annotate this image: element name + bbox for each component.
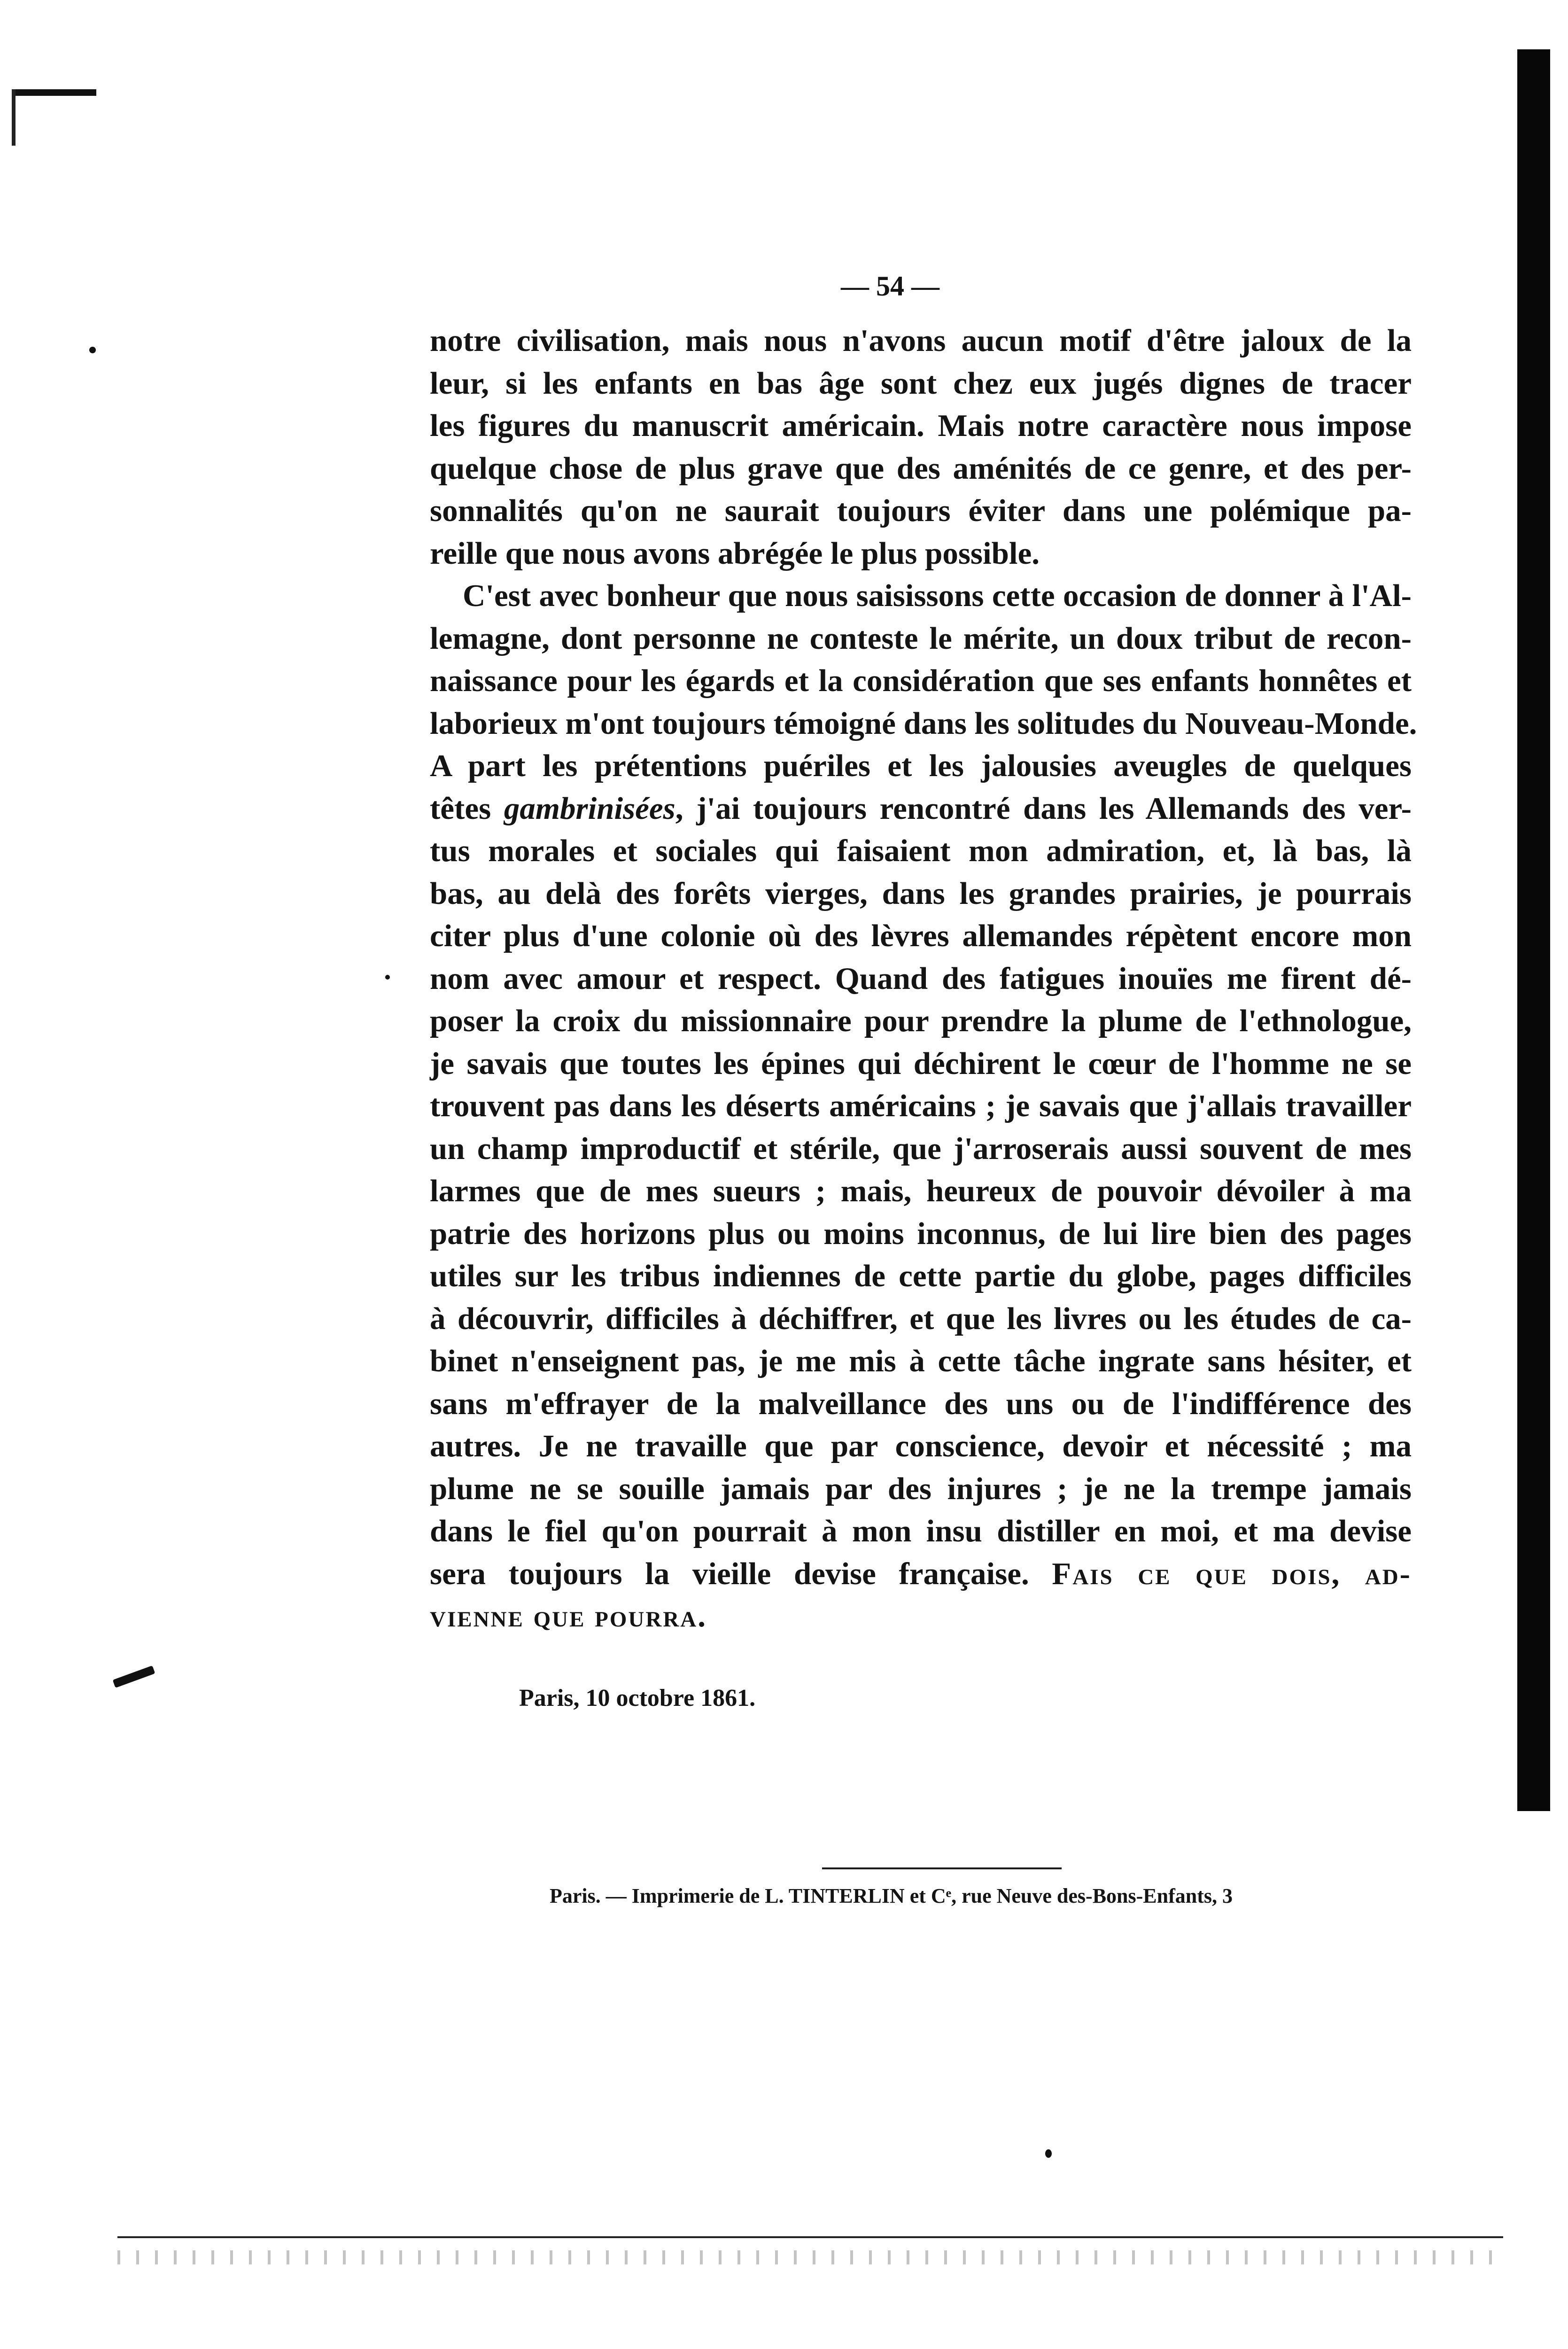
text-line: bas, au delà des forêts vierges, dans les grandes prairies, je pourrais — [430, 876, 1412, 911]
scan-speck — [113, 1665, 155, 1688]
scan-speck — [89, 347, 96, 353]
text-fragment: , j'ai toujours rencontré dans les Allemands des ver- — [675, 791, 1412, 826]
text-line: nom avec amour et respect. Quand des fatigues inouïes me firent dé- — [430, 961, 1412, 996]
scan-speck — [1045, 2149, 1052, 2158]
text-line: autres. Je ne travaille que par conscience, devoir et nécessité ; ma — [430, 1429, 1412, 1463]
scan-bottom-line — [117, 2236, 1503, 2238]
text-line — [430, 1553, 1412, 1595]
text-line: lemagne, dont personne ne conteste le mérite, un doux tribut de recon- — [430, 621, 1412, 656]
scan-corner-mark-vertical — [12, 89, 16, 146]
text-line: naissance pour les égards et la considération que ses enfants honnêtes et — [430, 663, 1412, 698]
motto-small-caps: vienne que pourra. — [430, 1599, 707, 1633]
text-line: notre civilisation, mais nous n'avons aucun motif d'être jaloux de la — [430, 323, 1412, 358]
text-line: laborieux m'ont toujours témoigné dans les solitudes du Nouveau-Monde. — [430, 706, 1417, 741]
text-line: leur, si les enfants en bas âge sont chez eux jugés dignes de tracer — [430, 366, 1412, 401]
text-line: je savais que toutes les épines qui déchirent le cœur de l'homme ne se — [430, 1046, 1412, 1081]
text-line: reille que nous avons abrégée le plus possible. — [430, 536, 1040, 571]
text-line: tus morales et sociales qui faisaient mon admiration, et, là bas, là — [430, 833, 1412, 868]
text-line: poser la croix du missionnaire pour prendre la plume de l'ethnologue, — [430, 1003, 1412, 1038]
text-line: C'est avec bonheur que nous saisissons cette occasion de donner à l'Al- — [463, 578, 1412, 613]
text-fragment: sera toujours la vieille devise française. — [430, 1556, 1052, 1591]
scan-speck — [385, 975, 390, 980]
date-line: Paris, 10 octobre 1861. — [519, 1685, 756, 1711]
text-line: trouvent pas dans les déserts américains ; je savais que j'allais travailler — [430, 1089, 1412, 1123]
text-line: larmes que de mes sueurs ; mais, heureux de pouvoir dévoiler à ma — [430, 1174, 1412, 1208]
text-line: utiles sur les tribus indiennes de cette partie du globe, pages difficiles — [430, 1259, 1412, 1293]
italic-word: gambrinisées — [504, 791, 675, 826]
scan-bottom-noise — [117, 2250, 1503, 2264]
text-line — [430, 787, 1412, 830]
text-fragment: têtes — [430, 791, 504, 826]
page-number: — 54 — — [841, 271, 939, 302]
horizontal-rule — [822, 1867, 1062, 1869]
text-line: sans m'effrayer de la malveillance des uns ou de l'indifférence des — [430, 1386, 1412, 1421]
text-line: plume ne se souille jamais par des injures ; je ne la trempe jamais — [430, 1471, 1412, 1506]
text-line: citer plus d'une colonie où des lèvres allemandes répètent encore mon — [430, 918, 1412, 953]
text-line: dans le fiel qu'on pourrait à mon insu distiller en moi, et ma devise — [430, 1514, 1412, 1548]
scan-corner-mark — [12, 89, 96, 96]
body-text — [430, 319, 1417, 1638]
text-line: binet n'enseignent pas, je me mis à cette tâche ingrate sans hésiter, et — [430, 1344, 1412, 1378]
text-line: à découvrir, difficiles à déchiffrer, et que les livres ou les études de ca- — [430, 1301, 1412, 1336]
motto-small-caps: Fais ce que dois, ad- — [1052, 1556, 1412, 1591]
scan-edge-bar — [1517, 49, 1550, 1811]
text-line: sonnalités qu'on ne saurait toujours éviter dans une polémique pa- — [430, 493, 1412, 528]
text-line: quelque chose de plus grave que des aménités de ce genre, et des per- — [430, 451, 1412, 486]
printer-imprint: Paris. — Imprimerie de L. TINTERLIN et Cᵉ, rue Neuve des-Bons-Enfants, 3 — [550, 1884, 1233, 1907]
text-line: A part les prétentions puériles et les jalousies aveugles de quelques — [430, 748, 1412, 783]
text-line: patrie des horizons plus ou moins inconnus, de lui lire bien des pages — [430, 1216, 1412, 1251]
text-line — [430, 1595, 1412, 1638]
text-line: un champ improductif et stérile, que j'arroserais aussi souvent de mes — [430, 1131, 1412, 1166]
text-line: les figures du manuscrit américain. Mais notre caractère nous impose — [430, 408, 1412, 443]
